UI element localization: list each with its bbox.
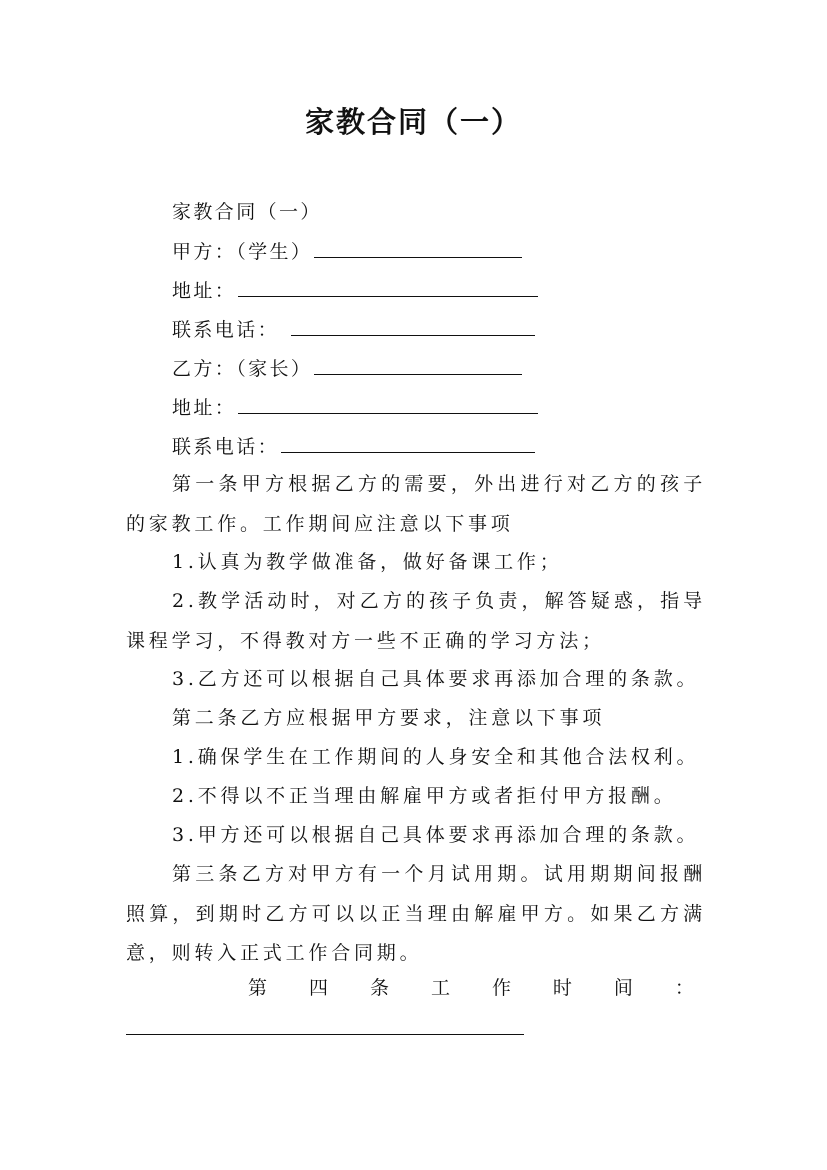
- party-b-line: [172, 356, 522, 381]
- article-3-paragraph: 第三条乙方对甲方有一个月试用期。试用期期间报酬照算，到期时乙方可以以正当理由解雇甲方。如果乙方满意，则转入正式工作合同期。: [126, 863, 706, 964]
- article-4-char: 时: [552, 977, 572, 999]
- article-4-heading: [248, 976, 694, 1000]
- contract-subtitle: 家教合同（一）: [172, 201, 322, 223]
- article-4-char: 条: [369, 977, 389, 999]
- party-b-address-label: 地址：: [172, 397, 237, 419]
- party-b-phone-label: 联系电话：: [172, 436, 280, 458]
- article-2-item-1: 1.确保学生在工作期间的人身安全和其他合法权利。: [172, 746, 700, 768]
- party-a-label: 甲方：（学生）: [172, 241, 313, 263]
- party-b-phone-line: [172, 434, 535, 459]
- article-4-char: 作: [491, 977, 511, 999]
- article-1-item-3: 3.乙方还可以根据自己具体要求再添加合理的条款。: [172, 668, 700, 690]
- party-a-address-line: [172, 278, 538, 303]
- party-a-address-label: 地址：: [172, 280, 237, 302]
- party-a-phone-label: 联系电话：: [172, 319, 280, 341]
- document-title: 家教合同（一）: [304, 105, 522, 139]
- article-2-item-3: 3.甲方还可以根据自己具体要求再添加合理的条款。: [172, 824, 700, 846]
- party-b-blank: [314, 356, 522, 375]
- party-a-address-blank: [238, 278, 538, 297]
- work-time-blank: [126, 1034, 524, 1035]
- article-4-char: ：: [674, 977, 694, 999]
- article-4-char: 第: [248, 977, 268, 999]
- party-b-phone-blank: [281, 434, 535, 453]
- party-b-address-blank: [238, 395, 538, 414]
- article-1-item-1: 1.认真为教学做准备，做好备课工作；: [172, 551, 563, 573]
- article-4-char: 工: [430, 977, 450, 999]
- party-b-label: 乙方：（家长）: [172, 358, 313, 380]
- article-2-paragraph: 第二条乙方应根据甲方要求，注意以下事项: [172, 707, 606, 729]
- party-a-blank: [314, 239, 522, 258]
- party-a-phone-line: [172, 317, 535, 342]
- party-a-phone-blank: [291, 317, 535, 336]
- article-2-item-2: 2.不得以不正当理由解雇甲方或者拒付甲方报酬。: [172, 785, 677, 807]
- article-4-char: 四: [308, 977, 328, 999]
- party-a-line: [172, 239, 522, 264]
- article-4-char: 间: [613, 977, 633, 999]
- article-1-paragraph: 第一条甲方根据乙方的需要，外出进行对乙方的孩子的家教工作。工作期间应注意以下事项: [126, 473, 706, 535]
- party-b-address-line: [172, 395, 538, 420]
- article-1-item-2: 2.教学活动时，对乙方的孩子负责，解答疑惑，指导课程学习，不得教对方一些不正确的学习方法；: [126, 590, 706, 652]
